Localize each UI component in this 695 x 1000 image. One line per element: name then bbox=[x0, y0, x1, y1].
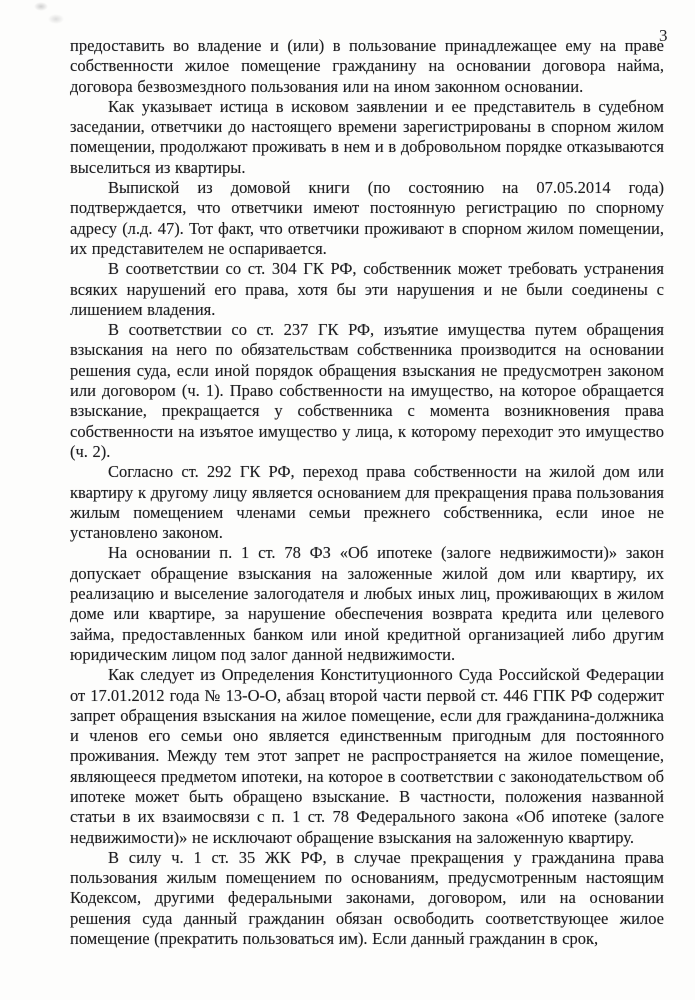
page-number: 3 bbox=[659, 26, 668, 45]
paragraph: На основании п. 1 ст. 78 ФЗ «Об ипотеке (залоге недвижимости)» закон допускает обращение взыскания на заложенные жилой дом или квартиру, их реализацию и выселение залогодателя и любых иных лиц, проживающих в жилом доме или квартире, за нарушение обеспечения возврата кредита или целевого займа, предоставленных банком или иной кредитной организацией либо другим юридическим лицом под залог данной недвижимости. bbox=[70, 543, 664, 664]
paragraph: Выпиской из домовой книги (по состоянию на 07.05.2014 года) подтверждается, что ответчики имеют постоянную регистрацию по спорному адресу (л.д. 47). Тот факт, что ответчики проживают в спорном жилом помещении, их представителем не оспаривается. bbox=[70, 178, 664, 258]
paragraph: В силу ч. 1 ст. 35 ЖК РФ, в случае прекращения у гражданина права пользования жилым помещением по основаниям, предусмотренным настоящим Кодексом, другими федеральными законами, договором, или на основании решения суда данный гражданин обязан освободить соответствующее жилое помещение (прекратить пользоваться им). Если данный гражданин в срок, bbox=[70, 847, 664, 949]
paragraph: В соответствии со ст. 237 ГК РФ, изъятие имущества путем обращения взыскания на него по обязательствам собственника производится на основании решения суда, если иной порядок обращения взыскания не предусмотрен законом или договором (ч. 1). Право собственности на имущество, на которое обращается взыскание, прекращается у собственника с момента возникновения права собственности на изъятое имущество у лица, к которому переходит это имущество (ч. 2). bbox=[70, 320, 664, 461]
document-body bbox=[70, 36, 664, 949]
paragraph-continuation: предоставить во владение и (или) в пользование принадлежащее ему на праве собственности жилое помещение гражданину на основании договора найма, договора безвозмездного пользования или на ином законном основании. bbox=[70, 36, 664, 96]
paragraph: Согласно ст. 292 ГК РФ, переход права собственности на жилой дом или квартиру к другому лицу является основанием для прекращения права пользования жилым помещением членами семьи прежнего собственника, если иное не установлено законом. bbox=[70, 462, 664, 543]
paragraph: Как следует из Определения Конституционного Суда Российской Федерации от 17.01.2012 года № 13-О-О, абзац второй части первой ст. 446 ГПК РФ содержит запрет обращения взыскания на жилое помещение, если для гражданина-должника и членов его семьи оно является единственным пригодным для постоянного проживания. Между тем этот запрет не распространяется на жилое помещение, являющееся предметом ипотеки, на которое в соответствии с законодательством об ипотеке может быть обращено взыскание. В частности, положения названной статьи в их взаимосвязи с п. 1 ст. 78 Федерального закона «Об ипотеке (залоге недвижимости)» не исключают обращение взыскания на заложенную квартиру. bbox=[70, 665, 664, 847]
paragraph: В соответствии со ст. 304 ГК РФ, собственник может требовать устранения всяких нарушений его права, хотя бы эти нарушения и не были соединены с лишением владения. bbox=[70, 259, 664, 319]
paragraph: Как указывает истица в исковом заявлении и ее представитель в судебном заседании, ответчики до настоящего времени зарегистрированы в спорном жилом помещении, продолжают проживать в нем и в добровольном порядке отказываются выселиться из квартиры. bbox=[70, 96, 664, 177]
scan-smudge-artifact bbox=[34, 2, 48, 11]
scan-smudge-artifact bbox=[48, 14, 64, 24]
